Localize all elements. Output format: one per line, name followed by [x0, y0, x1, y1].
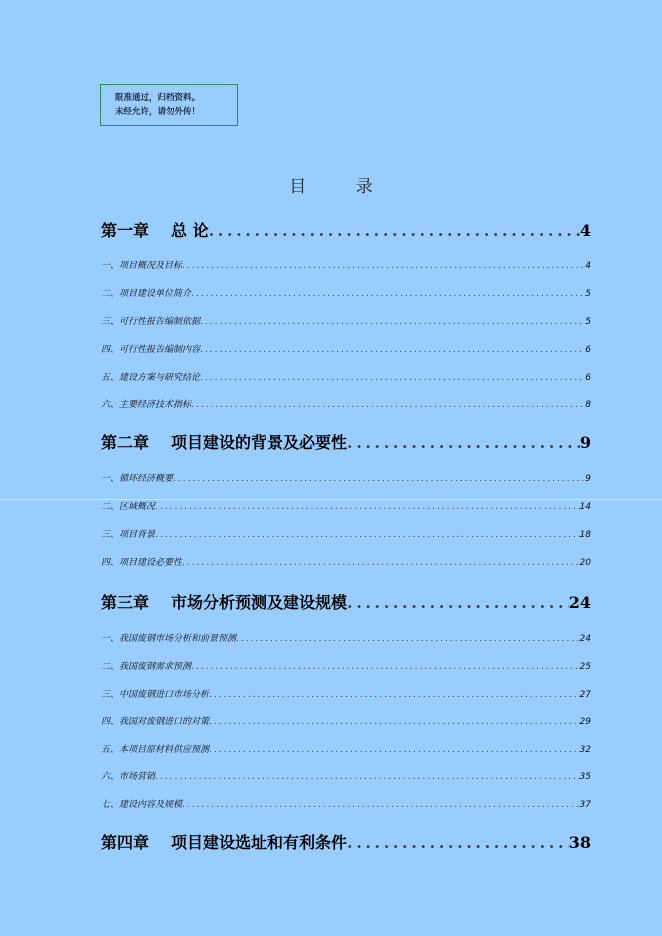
chapter-number: 第三章: [101, 593, 150, 612]
confidential-stamp: [100, 84, 238, 126]
dot-leader: [155, 772, 580, 782]
toc-entry-label: 七、建设内容及规模: [101, 800, 183, 810]
dot-leader: [200, 345, 585, 355]
toc-entry-label: 三、中国废钢进口市场分析: [101, 690, 210, 700]
toc-section-entry[interactable]: [101, 714, 591, 727]
page-number: 5: [585, 317, 591, 327]
toc-entry-label: 三、可行性报告编制依据: [101, 317, 201, 327]
dot-leader: [173, 474, 585, 484]
dot-leader: [236, 634, 580, 644]
toc-entry-label: 二、区域概况: [101, 502, 156, 512]
toc-entry-label: 二、我国废钢需求预测: [101, 662, 192, 672]
dot-leader: [347, 433, 580, 452]
toc-section-entry[interactable]: [101, 769, 591, 782]
dot-leader: [155, 530, 580, 540]
page-number: 9: [585, 474, 591, 484]
dot-leader: [182, 558, 580, 568]
dot-leader: [347, 833, 569, 852]
toc-entry-label: 一、循环经济概要: [101, 474, 174, 484]
toc-entry-label: 四、我国对废钢进口的对策: [101, 717, 210, 727]
toc-section-entry[interactable]: [101, 314, 591, 327]
toc-title: 目 录: [289, 177, 395, 197]
dot-leader: [191, 400, 585, 410]
chapter-number: 第二章: [101, 433, 150, 452]
chapter-title: 项目建设选址和有利条件: [171, 833, 348, 852]
toc-section-entry[interactable]: [101, 397, 591, 410]
page-number: 8: [585, 400, 591, 410]
toc-section-entry[interactable]: [101, 631, 591, 644]
dot-leader: [200, 373, 585, 383]
toc-entry-label: 一、我国废钢市场分析和前景预测: [101, 634, 237, 644]
toc-entry-label: 四、项目建设必要性: [101, 558, 183, 568]
toc-section-entry[interactable]: [101, 797, 591, 810]
toc-entry-label: 三、项目背景: [101, 530, 156, 540]
page-number: 27: [579, 690, 591, 700]
dot-leader: [191, 662, 580, 672]
toc-section-entry[interactable]: [101, 471, 591, 484]
page-number: 32: [579, 745, 591, 755]
dot-leader: [200, 317, 585, 327]
chapter-title: 市场分析预测及建设规模: [171, 593, 348, 612]
dot-leader: [347, 593, 569, 612]
page-number: 20: [579, 558, 591, 568]
toc-chapter-entry[interactable]: [101, 218, 591, 241]
toc-entry-label: 一、项目概况及目标: [101, 261, 183, 271]
dot-leader: [209, 690, 580, 700]
page-number: 9: [579, 433, 591, 452]
toc-entry-label: 五、建设方案与研究结论: [101, 373, 201, 383]
page-number: 35: [579, 772, 591, 782]
toc-entry-label: [101, 430, 347, 453]
toc-entry-label: 六、市场营销: [101, 772, 156, 782]
toc-entry-label: 五、本项目原材料供应预测: [101, 745, 210, 755]
toc-section-entry[interactable]: [101, 286, 591, 299]
dot-leader: [209, 221, 580, 240]
toc-entry-label: 四、可行性报告编制内容: [101, 345, 201, 355]
toc-entry-label: 六、主要经济技术指标: [101, 400, 192, 410]
page-number: 5: [585, 289, 591, 299]
chapter-number: 第四章: [101, 833, 150, 852]
toc-section-entry[interactable]: [101, 342, 591, 355]
toc-chapter-entry[interactable]: [101, 590, 591, 613]
toc-entry-label: [101, 830, 347, 853]
chapter-title: 项目建设的背景及必要性: [171, 433, 348, 452]
chapter-title: 总 论: [171, 221, 209, 240]
page-number: 38: [568, 833, 591, 852]
page-number: 6: [585, 373, 591, 383]
chapter-number: 第一章: [101, 221, 150, 240]
dot-leader: [191, 289, 585, 299]
toc-section-entry[interactable]: [101, 527, 591, 540]
page-number: 24: [568, 593, 591, 612]
toc-entry-label: 二、项目建设单位简介: [101, 289, 192, 299]
toc-section-entry[interactable]: [101, 742, 591, 755]
page-number: 4: [585, 261, 591, 271]
page-number: 37: [579, 800, 591, 810]
page-number: 29: [579, 717, 591, 727]
page-number: 4: [579, 221, 591, 240]
toc-section-entry[interactable]: [101, 659, 591, 672]
toc-section-entry[interactable]: [101, 555, 591, 568]
toc-entry-label: [101, 218, 209, 241]
toc-entry-label: [101, 590, 347, 613]
page-number: 25: [579, 662, 591, 672]
toc-chapter-entry[interactable]: [101, 430, 591, 453]
toc-section-entry[interactable]: [101, 258, 591, 271]
toc-section-entry[interactable]: [101, 687, 591, 700]
page-number: 6: [585, 345, 591, 355]
stamp-line-1: 限准通过，归档资料。: [115, 93, 201, 103]
toc-chapter-entry[interactable]: [101, 830, 591, 853]
dot-leader: [182, 261, 585, 271]
stamp-line-2: 未经允许，请勿外传！: [115, 107, 201, 117]
toc-section-entry[interactable]: [101, 370, 591, 383]
page-number: 24: [579, 634, 591, 644]
toc-section-entry[interactable]: [101, 499, 591, 512]
dot-leader: [182, 800, 580, 810]
dot-leader: [209, 745, 580, 755]
page-number: 18: [579, 530, 591, 540]
page-number: 14: [579, 502, 591, 512]
dot-leader: [209, 717, 580, 727]
dot-leader: [155, 502, 580, 512]
